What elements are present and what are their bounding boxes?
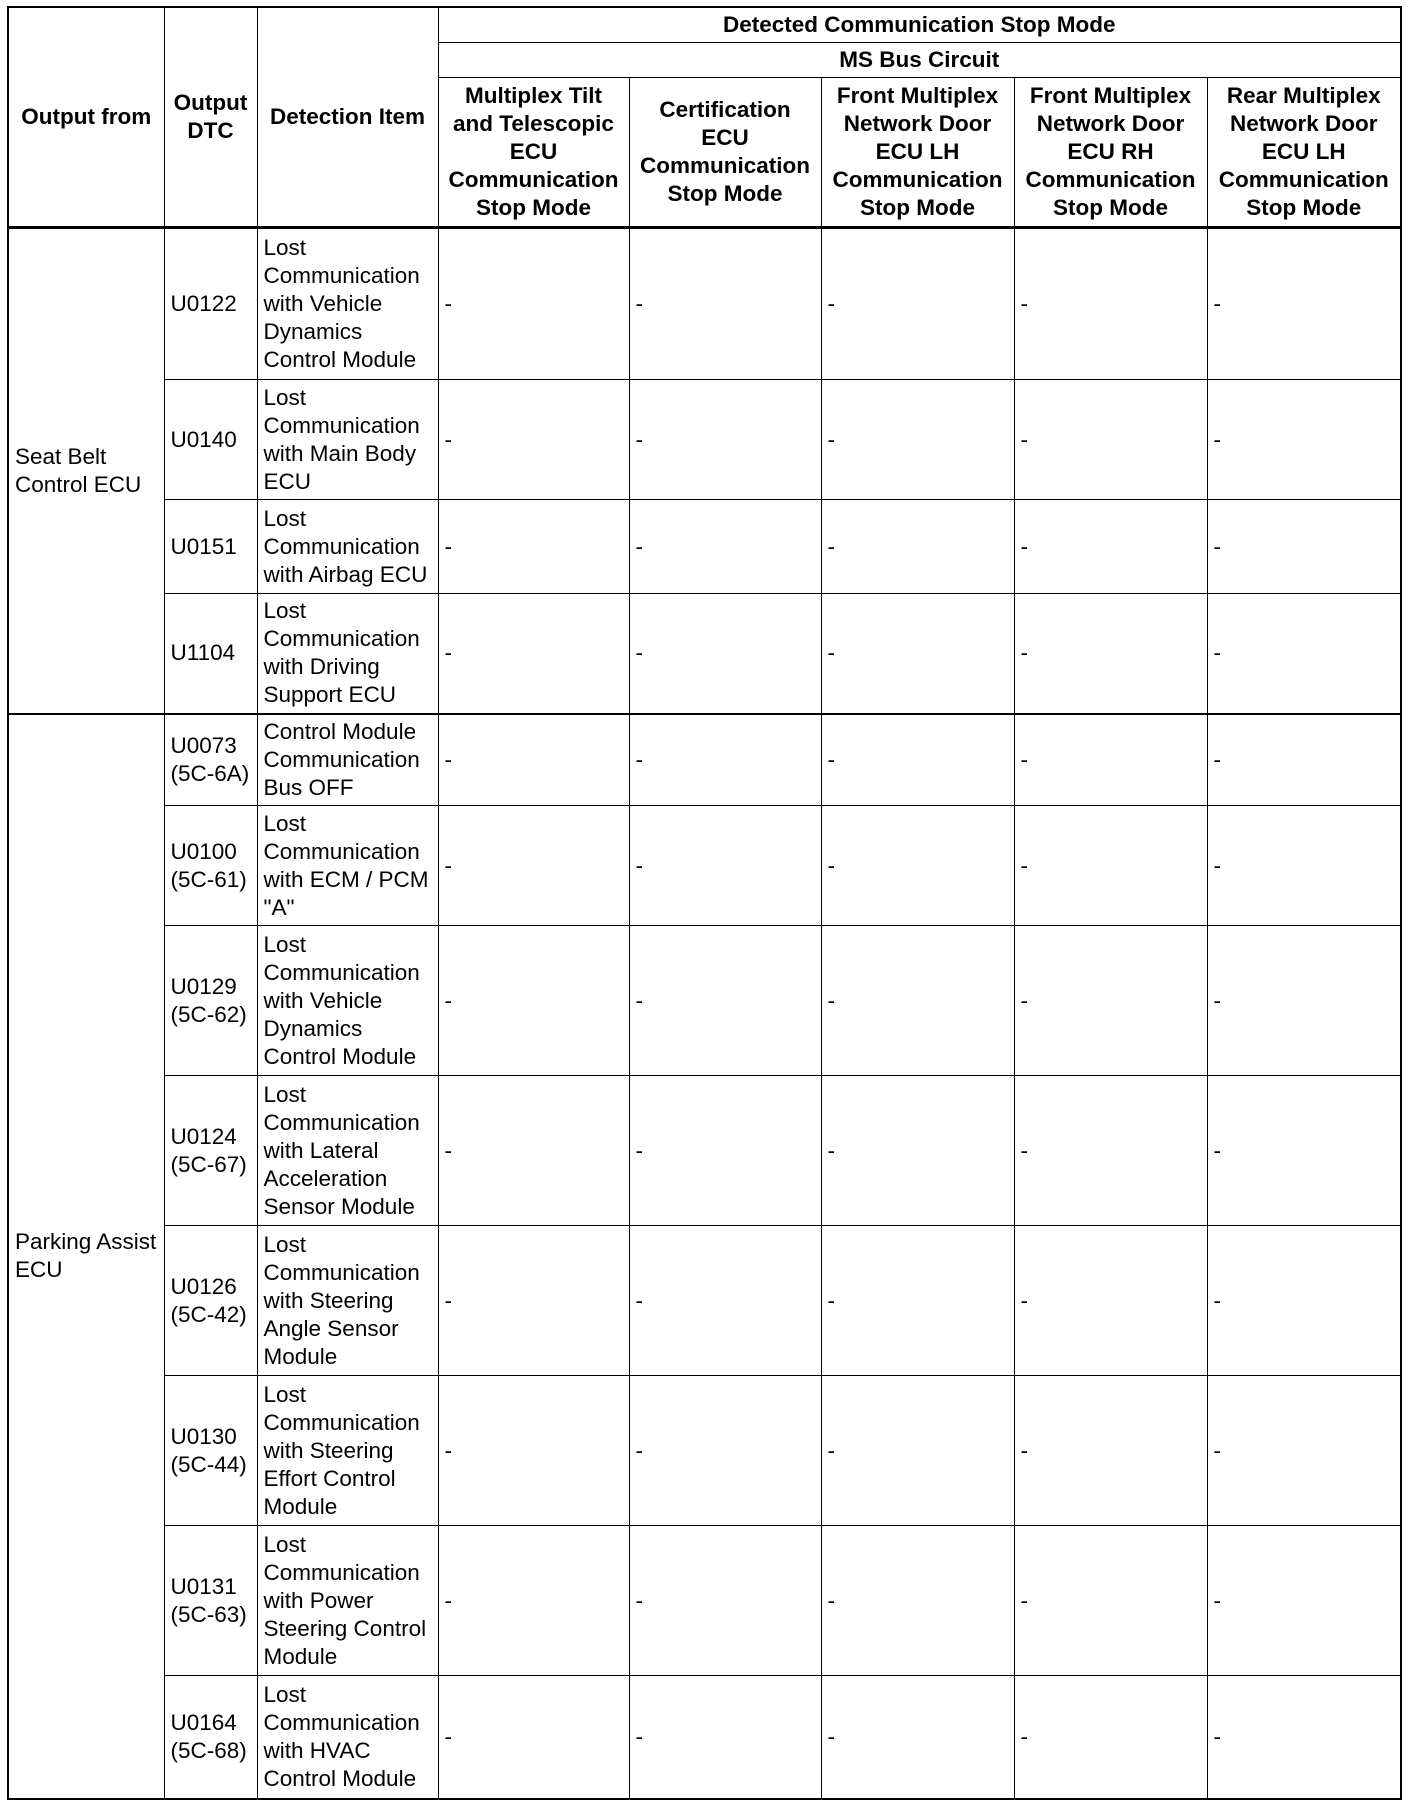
stop-mode-value-cell: - [1207,1076,1401,1226]
stop-mode-value-cell: - [821,500,1014,594]
header-output-from: Output from [8,7,164,228]
table-row [8,1526,1401,1676]
stop-mode-value-cell: - [438,1076,629,1226]
detection-item-cell: Lost Communication with Vehicle Dynamics Control Module [257,926,438,1076]
stop-mode-value-cell: - [1014,1076,1207,1226]
table-row [8,228,1401,380]
stop-mode-value-cell: - [1014,926,1207,1076]
table-row [8,806,1401,926]
detection-item-cell: Lost Communication with ECM / PCM "A" [257,806,438,926]
table-row [8,1676,1401,1799]
table-row [8,1376,1401,1526]
detection-item-cell: Lost Communication with Lateral Acceleration Sensor Module [257,1076,438,1226]
stop-mode-value-cell: - [1207,1526,1401,1676]
stop-mode-value-cell: - [1014,1226,1207,1376]
stop-mode-value-cell: - [1207,500,1401,594]
stop-mode-value-cell: - [629,380,821,500]
detection-item-cell: Lost Communication with Steering Angle Sensor Module [257,1226,438,1376]
dtc-code-cell: U0131 (5C-63) [164,1526,257,1676]
stop-mode-value-cell: - [1207,594,1401,714]
stop-mode-value-cell: - [821,806,1014,926]
stop-mode-value-cell: - [629,500,821,594]
dtc-code-cell: U0151 [164,500,257,594]
dtc-code-cell: U0140 [164,380,257,500]
stop-mode-value-cell: - [438,926,629,1076]
stop-mode-value-cell: - [1014,594,1207,714]
stop-mode-value-cell: - [629,714,821,806]
stop-mode-value-cell: - [821,1526,1014,1676]
table-row [8,380,1401,500]
stop-mode-value-cell: - [1014,228,1207,380]
detection-item-cell: Lost Communication with Main Body ECU [257,380,438,500]
stop-mode-value-cell: - [1207,806,1401,926]
stop-mode-value-cell: - [821,594,1014,714]
table-row [8,1226,1401,1376]
output-from-cell: Seat Belt Control ECU [8,228,164,714]
header-col-front-door-lh: Front Multiplex Network Door ECU LH Communication Stop Mode [821,78,1014,228]
dtc-code-cell: U0126 (5C-42) [164,1226,257,1376]
header-output-dtc: Output DTC [164,7,257,228]
stop-mode-value-cell: - [1014,380,1207,500]
dtc-code-cell: U0129 (5C-62) [164,926,257,1076]
table-row [8,1076,1401,1226]
stop-mode-value-cell: - [629,1676,821,1799]
stop-mode-value-cell: - [1014,1676,1207,1799]
table-body [8,228,1401,1799]
detection-item-cell: Lost Communication with HVAC Control Module [257,1676,438,1799]
detection-item-cell: Lost Communication with Power Steering Control Module [257,1526,438,1676]
stop-mode-value-cell: - [629,228,821,380]
detection-item-cell: Lost Communication with Vehicle Dynamics Control Module [257,228,438,380]
stop-mode-value-cell: - [1014,806,1207,926]
stop-mode-value-cell: - [438,228,629,380]
stop-mode-value-cell: - [1207,1226,1401,1376]
stop-mode-value-cell: - [821,228,1014,380]
stop-mode-value-cell: - [821,380,1014,500]
table-row [8,714,1401,806]
header-bus-circuit: MS Bus Circuit [438,43,1401,78]
output-from-cell: Parking Assist ECU [8,714,164,1799]
stop-mode-value-cell: - [1207,380,1401,500]
stop-mode-value-cell: - [629,594,821,714]
dtc-code-cell: U1104 [164,594,257,714]
stop-mode-value-cell: - [438,1226,629,1376]
header-col-rear-door-lh: Rear Multiplex Network Door ECU LH Communication Stop Mode [1207,78,1401,228]
stop-mode-value-cell: - [821,1376,1014,1526]
stop-mode-value-cell: - [1014,1526,1207,1676]
stop-mode-value-cell: - [438,806,629,926]
header-col-front-door-rh: Front Multiplex Network Door ECU RH Communication Stop Mode [1014,78,1207,228]
stop-mode-value-cell: - [1014,500,1207,594]
dtc-code-cell: U0164 (5C-68) [164,1676,257,1799]
table-row [8,926,1401,1076]
header-col-tilt-telescopic: Multiplex Tilt and Telescopic ECU Communication Stop Mode [438,78,629,228]
detection-item-cell: Control Module Communication Bus OFF [257,714,438,806]
header-col-certification: Certification ECU Communication Stop Mode [629,78,821,228]
table-header [8,7,1401,228]
stop-mode-value-cell: - [438,714,629,806]
table-row [8,594,1401,714]
header-detected-mode: Detected Communication Stop Mode [438,7,1401,43]
dtc-code-cell: U0122 [164,228,257,380]
stop-mode-value-cell: - [629,1226,821,1376]
stop-mode-value-cell: - [821,1676,1014,1799]
stop-mode-value-cell: - [438,380,629,500]
stop-mode-value-cell: - [629,1076,821,1226]
stop-mode-value-cell: - [1207,228,1401,380]
stop-mode-value-cell: - [438,594,629,714]
stop-mode-value-cell: - [629,1376,821,1526]
detection-item-cell: Lost Communication with Steering Effort Control Module [257,1376,438,1526]
stop-mode-value-cell: - [629,806,821,926]
stop-mode-value-cell: - [1014,714,1207,806]
stop-mode-value-cell: - [438,1376,629,1526]
stop-mode-value-cell: - [1207,1676,1401,1799]
stop-mode-value-cell: - [1207,1376,1401,1526]
stop-mode-value-cell: - [438,500,629,594]
stop-mode-value-cell: - [1014,1376,1207,1526]
stop-mode-value-cell: - [629,1526,821,1676]
header-detection-item: Detection Item [257,7,438,228]
stop-mode-value-cell: - [821,1076,1014,1226]
dtc-table [7,6,1402,1800]
stop-mode-value-cell: - [1207,926,1401,1076]
table-row [8,500,1401,594]
stop-mode-value-cell: - [629,926,821,1076]
dtc-code-cell: U0073 (5C-6A) [164,714,257,806]
dtc-code-cell: U0130 (5C-44) [164,1376,257,1526]
stop-mode-value-cell: - [438,1526,629,1676]
stop-mode-value-cell: - [438,1676,629,1799]
stop-mode-value-cell: - [821,1226,1014,1376]
dtc-code-cell: U0124 (5C-67) [164,1076,257,1226]
detection-item-cell: Lost Communication with Airbag ECU [257,500,438,594]
dtc-code-cell: U0100 (5C-61) [164,806,257,926]
stop-mode-value-cell: - [821,714,1014,806]
detection-item-cell: Lost Communication with Driving Support ECU [257,594,438,714]
stop-mode-value-cell: - [821,926,1014,1076]
stop-mode-value-cell: - [1207,714,1401,806]
